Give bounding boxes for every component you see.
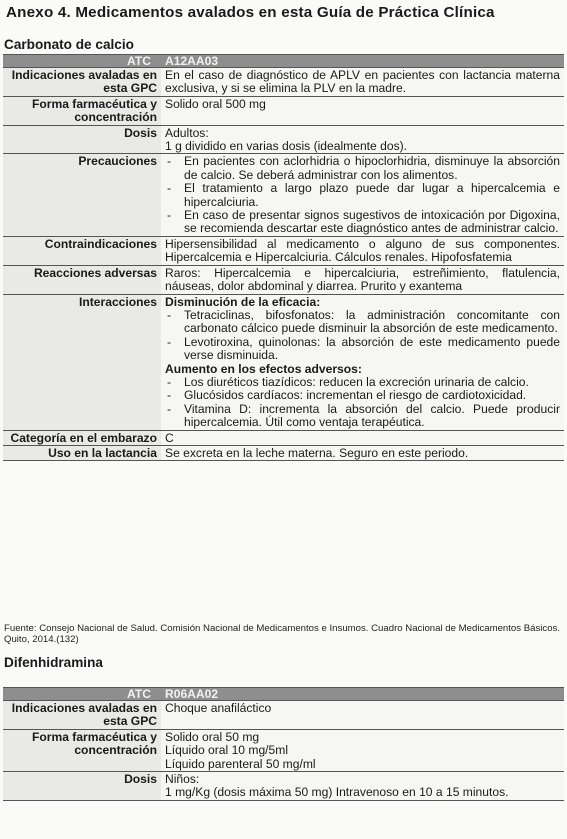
row-precauciones <box>3 154 564 236</box>
dosis-line-2: 1 g dividido en varias dosis (idealmente dos). <box>165 139 408 154</box>
interaccion-text: Levotiroxina, quinolonas: la absorción de este medicamento puede verse disminuida. <box>184 334 560 363</box>
value-reacciones: Raros: Hipercalcemia e hipercalciuria, estreñimiento, flatulencia, náuseas, dolor abdominal y diarrea. Prurito y exantema <box>161 265 564 294</box>
source-note: Fuente: Consejo Nacional de Salud. Comisión Nacional de Medicamentos e Insumos. Cuadro Nacional de Medicamentos Básicos. Quito, 2014.(132) <box>4 623 560 646</box>
value-dosis <box>161 125 564 154</box>
value-forma <box>161 729 564 771</box>
interaccion-text: Glucósidos cardíacos: incrementan el riesgo de cardiotoxicidad. <box>184 388 527 403</box>
row-indicaciones <box>3 701 564 730</box>
bullet-dash: - <box>167 181 172 196</box>
row-forma <box>3 729 564 771</box>
forma-line: Líquido oral 10 mg/5ml <box>165 743 289 758</box>
value-embarazo: C <box>161 430 564 445</box>
list-item <box>165 336 560 363</box>
label-contraindicaciones: Contraindicaciones <box>3 236 161 265</box>
row-indicaciones <box>3 68 564 97</box>
bullet-dash: - <box>167 307 172 322</box>
interaccion-text: Tetraciclinas, bifosfonatos: la administración concomitante con carbonato cálcico puede disminuir la absorción de este medicamento. <box>184 307 560 336</box>
atc-row <box>3 55 564 68</box>
label-lactancia: Uso en la lactancia <box>3 445 161 460</box>
value-lactancia: Se excreta en la leche materna. Seguro en este periodo. <box>161 445 564 460</box>
row-forma <box>3 96 564 125</box>
atc-row <box>3 688 564 701</box>
row-reacciones <box>3 265 564 294</box>
value-dosis <box>161 772 564 801</box>
interaccion-text: Los diuréticos tiazídicos: reducen la excreción urinaria de calcio. <box>184 374 529 389</box>
annex-title: Anexo 4. Medicamentos avalados en esta Guía de Práctica Clínica <box>6 4 495 21</box>
disminucion-heading: Disminución de la eficacia: <box>165 294 321 309</box>
value-precauciones <box>161 154 564 236</box>
forma-line: Líquido parenteral 50 mg/ml <box>165 756 316 771</box>
forma-line: Solido oral 50 mg <box>165 729 260 744</box>
value-interacciones <box>161 294 564 430</box>
label-precauciones: Precauciones <box>3 154 161 236</box>
bullet-dash: - <box>167 208 172 223</box>
value-forma: Solido oral 500 mg <box>161 96 564 125</box>
aumento-heading: Aumento en los efectos adversos: <box>165 361 362 376</box>
label-indicaciones: Indicaciones avaladas en esta GPC <box>3 68 161 97</box>
row-dosis <box>3 772 564 801</box>
bullet-dash: - <box>167 401 172 416</box>
list-item <box>165 155 560 182</box>
label-forma: Forma farmacéutica y concentración <box>3 96 161 125</box>
label-dosis: Dosis <box>3 125 161 154</box>
bullet-dash: - <box>167 154 172 169</box>
bullet-dash: - <box>167 334 172 349</box>
value-indicaciones: Choque anafiláctico <box>161 701 564 730</box>
list-item <box>165 209 560 236</box>
precaucion-text: En pacientes con aclorhidria o hipoclorhidria, disminuye la absorción de calcio. Se deberá administrar con los alimentos. <box>184 154 560 182</box>
drug-table-difenhidramina <box>3 687 564 801</box>
section-title-difenhidramina: Difenhidramina <box>4 655 103 670</box>
list-item <box>165 376 560 389</box>
label-dosis: Dosis <box>3 772 161 801</box>
label-forma: Forma farmacéutica y concentración <box>3 729 161 771</box>
dosis-line-1: Adultos: <box>165 125 209 140</box>
list-item <box>165 389 560 402</box>
bullet-dash: - <box>167 388 172 403</box>
atc-code: R06AA02 <box>161 688 564 701</box>
atc-label: ATC <box>3 688 161 701</box>
value-indicaciones: En el caso de diagnóstico de APLV en pacientes con lactancia materna exclusiva, y si se elimina la PLV en la madre. <box>161 68 564 97</box>
row-interacciones <box>3 294 564 430</box>
interaccion-text: Vitamina D: incrementa la absorción del calcio. Puede producir hipercalcemia. Útil como ventaja terapéutica. <box>184 401 560 430</box>
list-item <box>165 309 560 336</box>
bullet-dash: - <box>167 374 172 389</box>
precaucion-text: En caso de presentar signos sugestivos de intoxicación por Digoxina, se recomienda descartar este diagnóstico antes de administrar calcio. <box>184 208 560 236</box>
row-dosis <box>3 125 564 154</box>
atc-label: ATC <box>3 55 161 68</box>
label-embarazo: Categoría en el embarazo <box>3 430 161 445</box>
label-indicaciones: Indicaciones avaladas en esta GPC <box>3 701 161 730</box>
drug-table-carbonato <box>3 54 564 461</box>
label-reacciones: Reacciones adversas <box>3 265 161 294</box>
atc-code: A12AA03 <box>161 55 564 68</box>
row-contraindicaciones <box>3 236 564 265</box>
label-interacciones: Interacciones <box>3 294 161 430</box>
row-lactancia <box>3 445 564 460</box>
value-contraindicaciones: Hipersensibilidad al medicamento o alguno de sus componentes. Hipercalcemia e Hipercalciuria. Cálculos renales. Hipofosfatemia <box>161 236 564 265</box>
dosis-line-2: 1 mg/Kg (dosis máxima 50 mg) Intravenoso en 10 a 15 minutos. <box>165 785 509 800</box>
dosis-line-1: Niños: <box>165 772 200 787</box>
row-embarazo <box>3 430 564 445</box>
list-item <box>165 403 560 430</box>
precaucion-text: El tratamiento a largo plazo puede dar lugar a hipercalcemia e hipercalciuria. <box>184 181 560 209</box>
list-item <box>165 182 560 209</box>
section-title-carbonato: Carbonato de calcio <box>4 37 134 52</box>
